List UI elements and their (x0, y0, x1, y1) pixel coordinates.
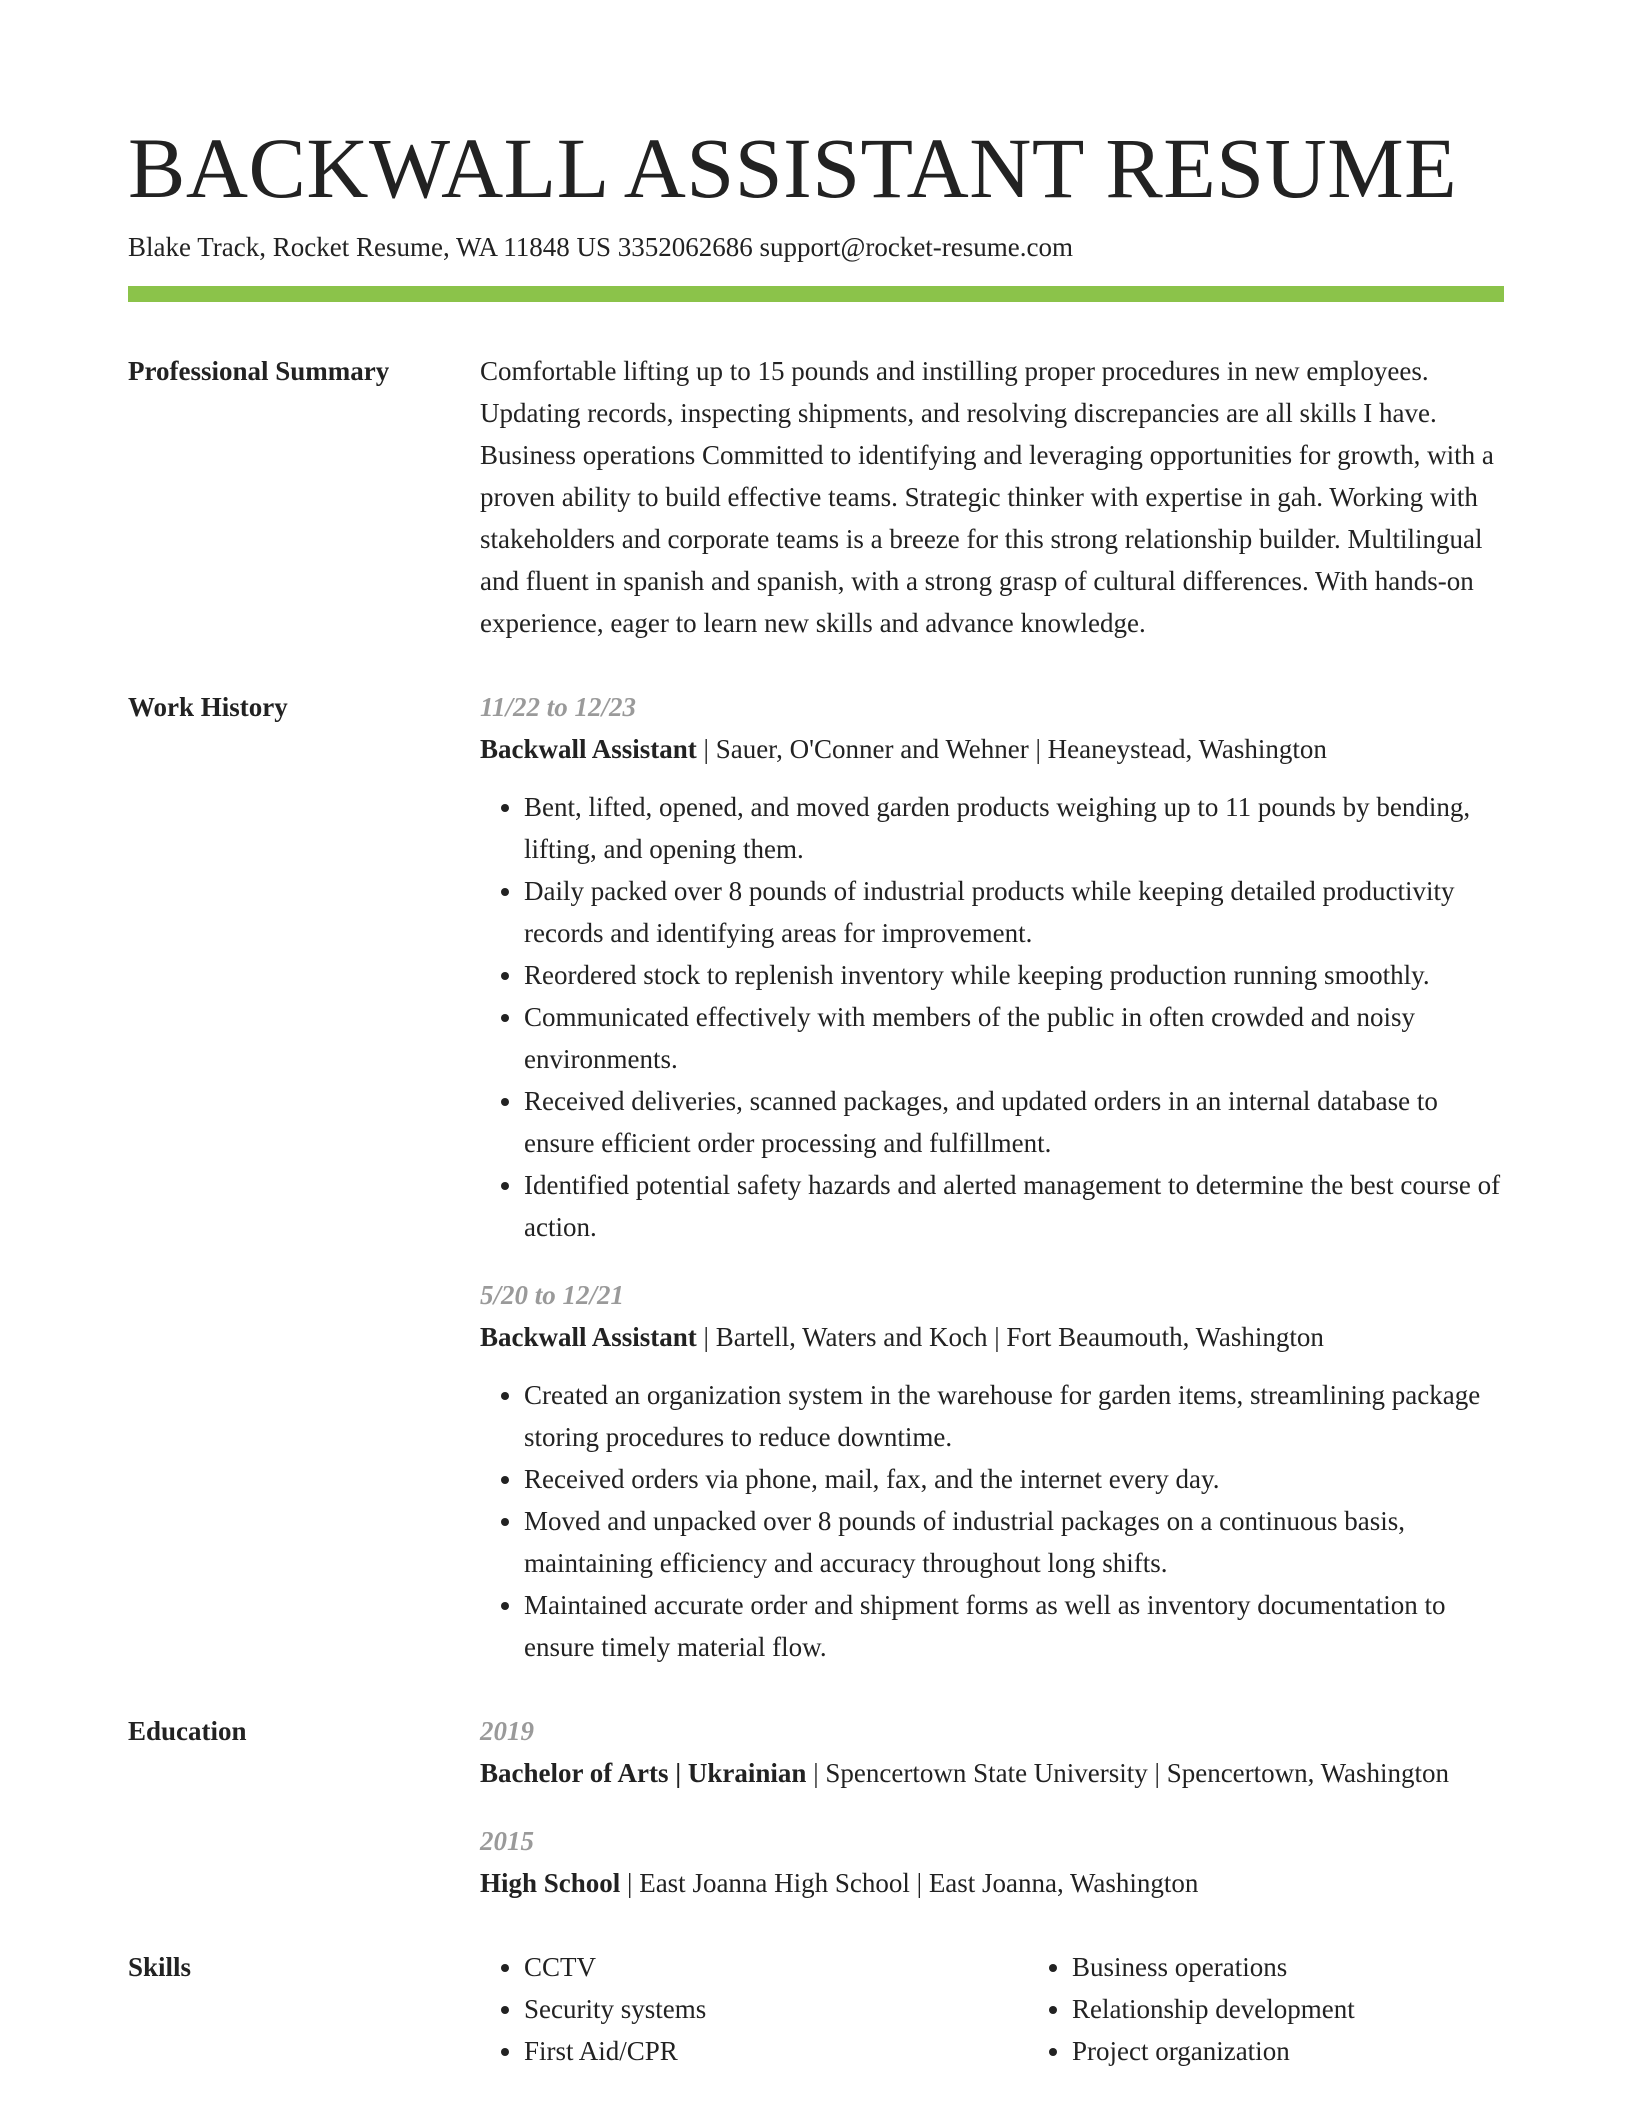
list-item: • Received deliveries, scanned packages, and updated orders in an internal database to ensure efficient order processing and fulfillment. (524, 1080, 1504, 1164)
skill-item: • CCTV (524, 1946, 1028, 1988)
job-entry (480, 686, 1504, 1248)
list-item: • Daily packed over 8 pounds of industrial products while keeping detailed productivity records and identifying areas for improvement. (524, 870, 1504, 954)
job-header (480, 1316, 1504, 1358)
resume-header (128, 118, 1504, 264)
skill-item: • First Aid/CPR (524, 2030, 1028, 2072)
job-date: 11/22 to 12/23 (480, 692, 637, 722)
skill-item: • Business operations (1072, 1946, 1576, 1988)
education-date: 2019 (480, 1716, 534, 1746)
accent-divider (128, 286, 1504, 302)
list-item: • Reordered stock to replenish inventory while keeping production running smoothly. (524, 954, 1504, 996)
summary-section (128, 350, 1504, 644)
list-item: • Received orders via phone, mail, fax, and the internet every day. (524, 1458, 1504, 1500)
job-bullets (480, 786, 1504, 1248)
education-line (480, 1862, 1504, 1904)
job-details: | Bartell, Waters and Koch | Fort Beaumouth, Washington (696, 1322, 1324, 1352)
summary-body (480, 350, 1504, 644)
job-header (480, 728, 1504, 770)
work-history-body (480, 686, 1504, 1668)
section-label: Professional Summary (128, 356, 390, 386)
job-bullets (480, 1374, 1504, 1668)
degree: Bachelor of Arts | Ukrainian (480, 1758, 807, 1788)
skills-column-left (480, 1946, 1028, 2072)
list-item: • Created an organization system in the warehouse for garden items, streamlining package storing procedures to reduce downtime. (524, 1374, 1504, 1458)
work-history-section (128, 686, 1504, 1668)
education-entry (480, 1710, 1504, 1794)
education-section (128, 1710, 1504, 1904)
education-entry (480, 1820, 1504, 1904)
page-title: BACKWALL ASSISTANT RESUME (128, 120, 1458, 216)
skill-item: • Project organization (1072, 2030, 1576, 2072)
skills-body (480, 1946, 1576, 2072)
resume-content (128, 350, 1504, 2112)
skill-item: • Security systems (524, 1988, 1028, 2030)
education-details: | East Joanna High School | East Joanna, Washington (620, 1868, 1199, 1898)
education-date: 2015 (480, 1826, 534, 1856)
list-item: • Moved and unpacked over 8 pounds of industrial packages on a continuous basis, maintaining efficiency and accuracy throughout long shifts. (524, 1500, 1504, 1584)
list-item: • Identified potential safety hazards and alerted management to determine the best course of action. (524, 1164, 1504, 1248)
contact-line: Blake Track, Rocket Resume, WA 11848 US 3352062686 support@rocket-resume.com (128, 232, 1073, 262)
job-date: 5/20 to 12/21 (480, 1280, 625, 1310)
degree: High School (480, 1868, 621, 1898)
summary-text: Comfortable lifting up to 15 pounds and instilling proper procedures in new employees. Updating records, inspecting shipments, and resolving discrepancies are all skills I have. Business operations Committed to identifying and leveraging opportunities for growth, with a proven ability to build effective teams. Strategic thinker with expertise in gah. Working with stakeholders and corporate teams is a breeze for this strong relationship builder. Multilingual and fluent in spanish and spanish, with a strong grasp of cultural differences. With hands-on experience, eager to learn new skills and advance knowledge. (480, 356, 1494, 638)
list-item: • Maintained accurate order and shipment forms as well as inventory documentation to ensure timely material flow. (524, 1584, 1504, 1668)
skills-section (128, 1946, 1504, 2072)
section-label: Work History (128, 692, 288, 722)
section-label: Skills (128, 1952, 192, 1982)
list-item: • Communicated effectively with members of the public in often crowded and noisy environments. (524, 996, 1504, 1080)
job-entry (480, 1274, 1504, 1668)
section-label: Education (128, 1716, 247, 1746)
education-line (480, 1752, 1504, 1794)
skills-column-right (1028, 1946, 1576, 2072)
job-details: | Sauer, O'Conner and Wehner | Heaneystead, Washington (696, 734, 1327, 764)
education-details: | Spencertown State University | Spencertown, Washington (806, 1758, 1449, 1788)
job-title: Backwall Assistant (480, 734, 697, 764)
list-item: • Bent, lifted, opened, and moved garden products weighing up to 11 pounds by bending, lifting, and opening them. (524, 786, 1504, 870)
education-body (480, 1710, 1504, 1904)
skill-item: • Relationship development (1072, 1988, 1576, 2030)
job-title: Backwall Assistant (480, 1322, 697, 1352)
skills-grid (480, 1946, 1576, 2072)
